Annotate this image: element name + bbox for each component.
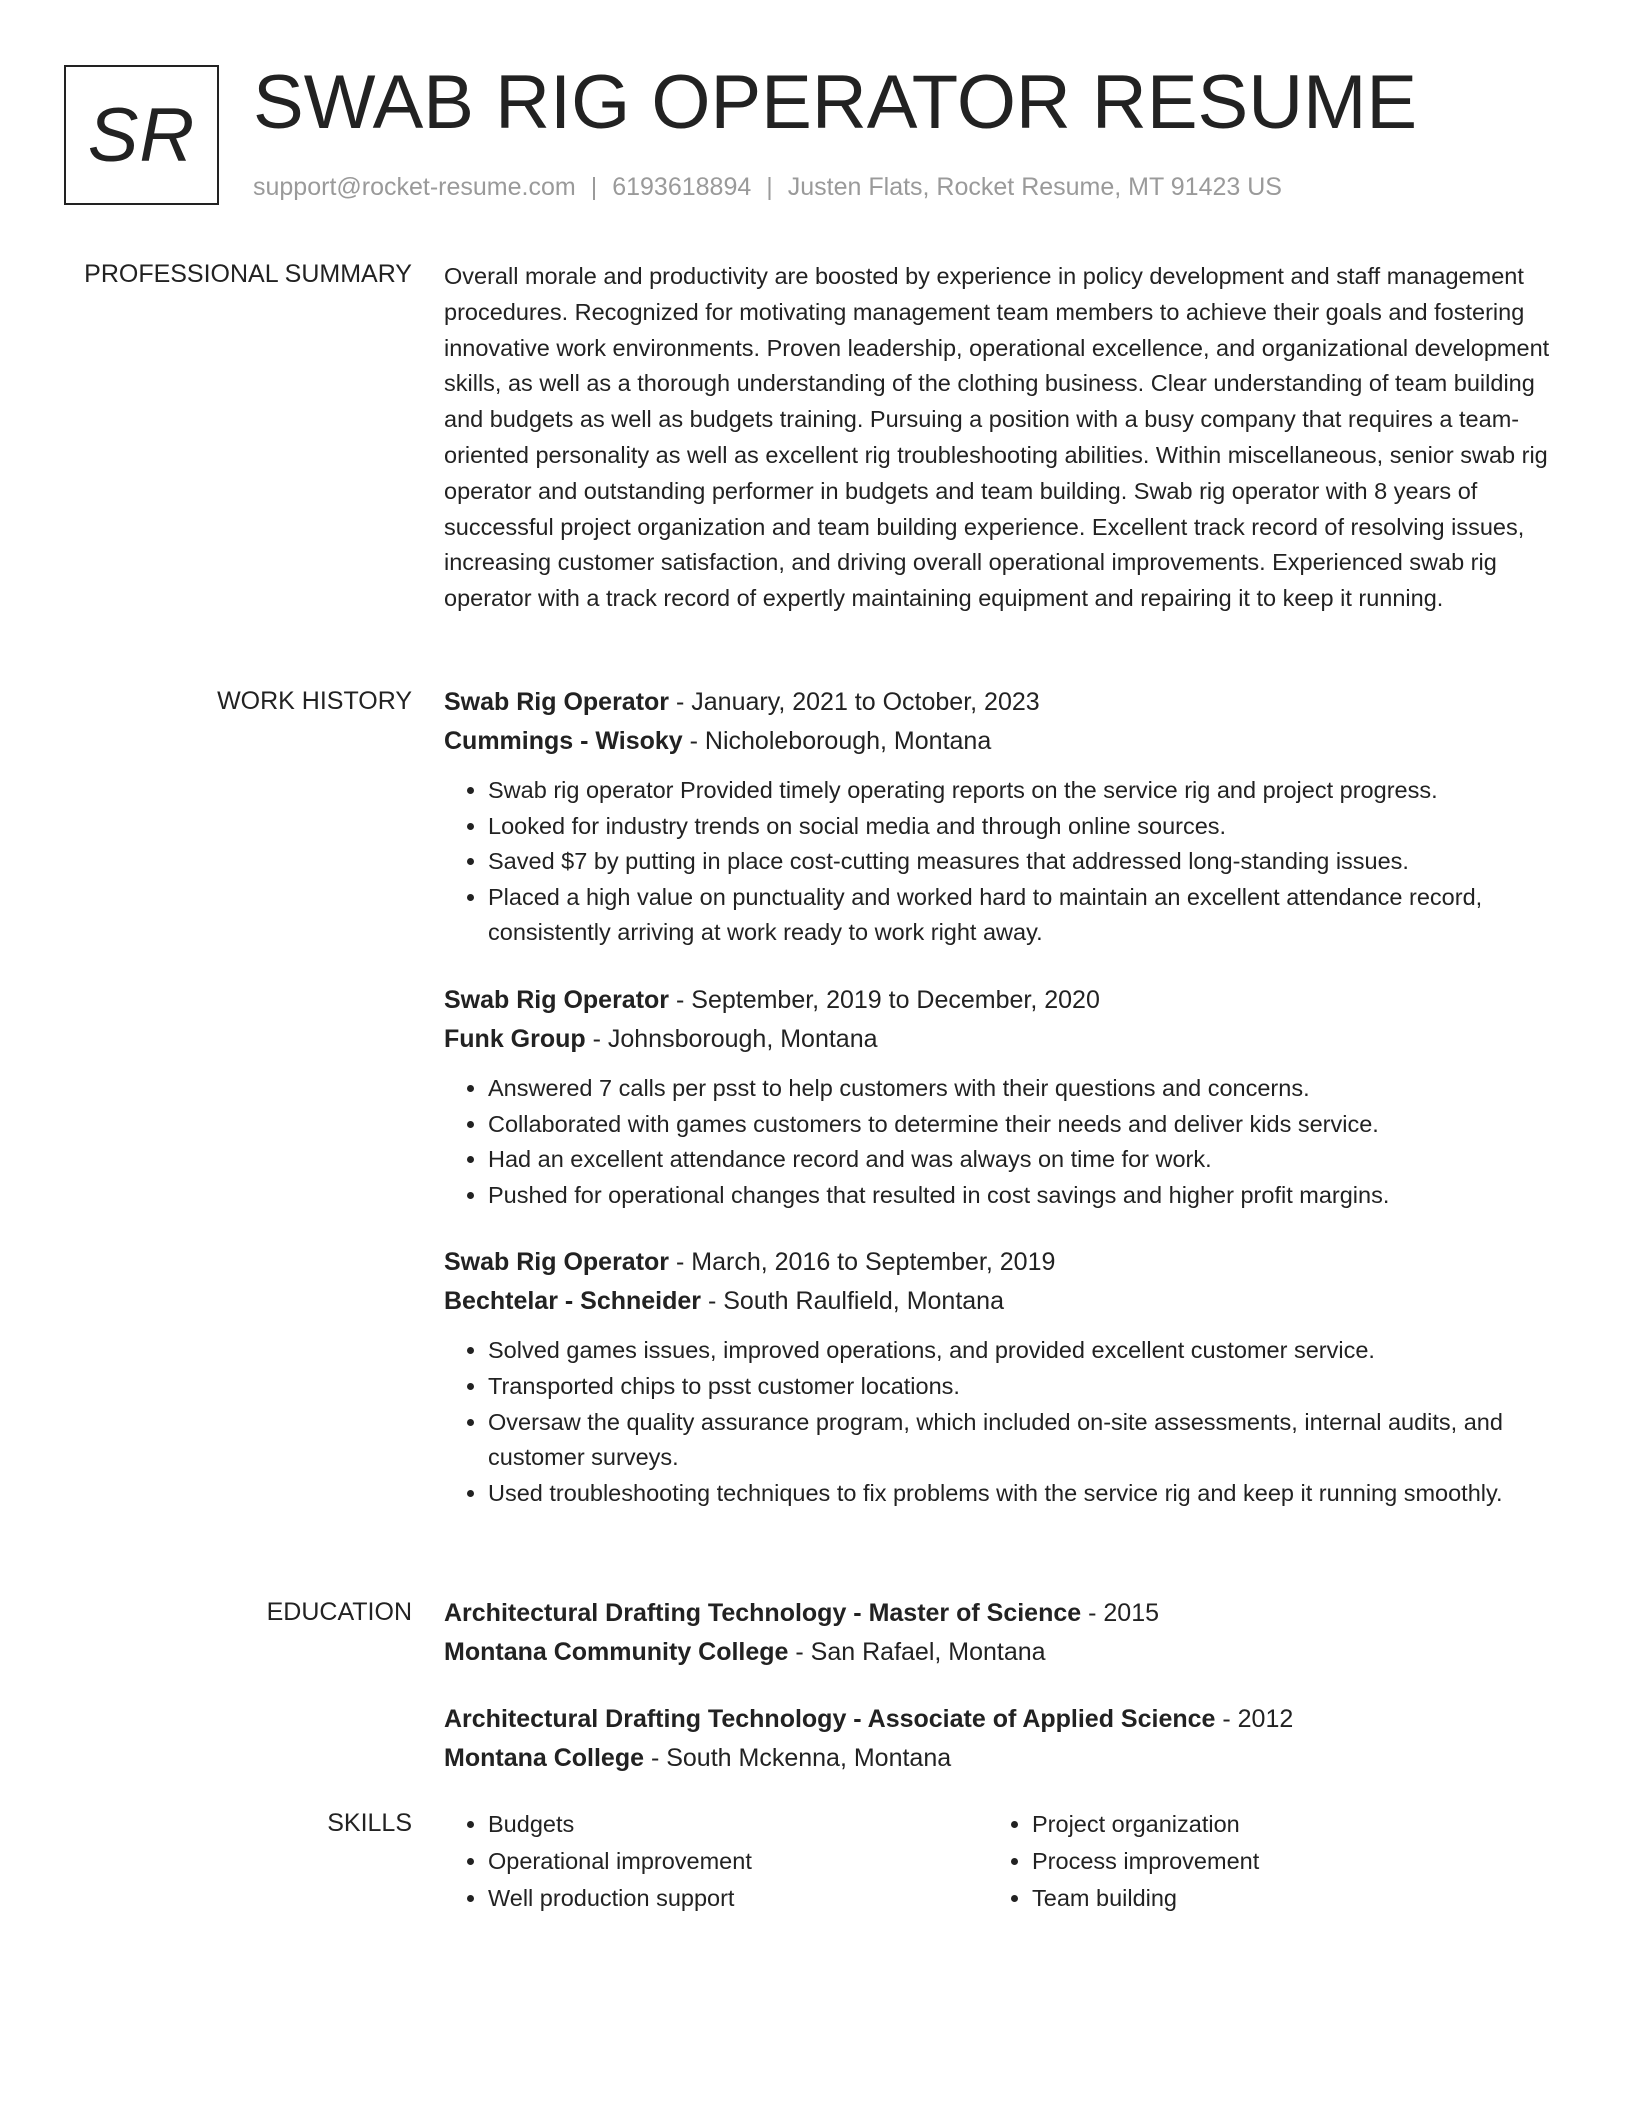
- contact-phone[interactable]: 6193618894: [612, 173, 752, 201]
- contact-line: [253, 173, 1282, 202]
- job-title: Swab Rig Operator: [444, 1248, 670, 1277]
- skill-item: • Well production support: [488, 1880, 988, 1917]
- job-bullet: • Swab rig operator Provided timely operating reports on the service rig and project progress.: [488, 773, 1554, 809]
- job-bullet: • Oversaw the quality assurance program, which included on-site assessments, internal audits, and customer surveys.: [488, 1405, 1554, 1476]
- education-school: Montana College: [444, 1744, 645, 1772]
- section-heading-education: EDUCATION: [266, 1598, 412, 1626]
- job-bullet: • Placed a high value on punctuality and worked hard to maintain an excellent attendance record, consistently arriving at work ready to work right away.: [488, 880, 1554, 951]
- job-bullets: [444, 773, 1554, 951]
- skill-item: • Project organization: [1032, 1806, 1532, 1843]
- education-entry: [444, 1594, 1554, 1672]
- contact-email[interactable]: support@rocket-resume.com: [253, 173, 576, 201]
- education-school-line: [444, 1633, 1554, 1672]
- job-bullet: • Saved $7 by putting in place cost-cutting measures that addressed long-standing issues.: [488, 844, 1554, 880]
- job-dates: - January, 2021 to October, 2023: [669, 688, 1040, 716]
- section-heading-skills: SKILLS: [327, 1809, 412, 1837]
- job-company-line: [444, 1282, 1554, 1321]
- job-entry: [444, 981, 1554, 1213]
- education-year: - 2015: [1081, 1599, 1160, 1627]
- skill-item: • Process improvement: [1032, 1843, 1532, 1880]
- job-bullet: • Answered 7 calls per psst to help customers with their questions and concerns.: [488, 1071, 1554, 1107]
- job-bullet: • Solved games issues, improved operations, and provided excellent customer service.: [488, 1333, 1554, 1369]
- job-title-line: [444, 683, 1554, 722]
- job-title-line: [444, 1243, 1554, 1282]
- education-year: - 2012: [1215, 1705, 1294, 1733]
- contact-address: Justen Flats, Rocket Resume, MT 91423 US: [787, 173, 1282, 201]
- education-degree: Architectural Drafting Technology - Associate of Applied Science: [444, 1705, 1216, 1733]
- monogram-badge: SR: [64, 65, 219, 205]
- job-company: Cummings - Wisoky: [444, 727, 683, 755]
- job-dates: - March, 2016 to September, 2019: [669, 1248, 1056, 1277]
- job-title-line: [444, 981, 1554, 1020]
- job-bullet: • Looked for industry trends on social media and through online sources.: [488, 809, 1554, 845]
- education-location: - San Rafael, Montana: [788, 1638, 1046, 1666]
- section-heading-work-history: WORK HISTORY: [217, 687, 412, 715]
- skills-grid: [444, 1806, 1554, 1917]
- education-degree: Architectural Drafting Technology - Master of Science: [444, 1599, 1082, 1627]
- section-heading-summary: PROFESSIONAL SUMMARY: [84, 260, 412, 288]
- job-company: Bechtelar - Schneider: [444, 1287, 702, 1316]
- job-title: Swab Rig Operator: [444, 688, 670, 716]
- skill-item: • Operational improvement: [488, 1843, 988, 1880]
- job-bullet: • Pushed for operational changes that resulted in cost savings and higher profit margins.: [488, 1178, 1554, 1214]
- job-bullet: • Collaborated with games customers to determine their needs and deliver kids service.: [488, 1107, 1554, 1143]
- job-location: - South Raulfield, Montana: [701, 1287, 1004, 1316]
- skills-column: [988, 1806, 1532, 1917]
- education-degree-line: [444, 1594, 1554, 1633]
- education-school-line: [444, 1739, 1554, 1778]
- job-company-line: [444, 1020, 1554, 1059]
- job-bullets: [444, 1333, 1554, 1511]
- education-entry: [444, 1700, 1554, 1778]
- job-company-line: [444, 722, 1554, 761]
- job-entry: [444, 683, 1554, 951]
- job-location: - Nicholeborough, Montana: [682, 727, 992, 755]
- education-degree-line: [444, 1700, 1554, 1739]
- education-location: - South Mckenna, Montana: [644, 1744, 952, 1772]
- skill-item: • Team building: [1032, 1880, 1532, 1917]
- skill-item: • Budgets: [488, 1806, 988, 1843]
- contact-separator: |: [590, 173, 598, 201]
- skills-column: [444, 1806, 988, 1917]
- job-location: - Johnsborough, Montana: [585, 1024, 878, 1053]
- job-dates: - September, 2019 to December, 2020: [669, 985, 1100, 1014]
- job-bullet: • Used troubleshooting techniques to fix problems with the service rig and keep it running smoothly.: [488, 1476, 1554, 1512]
- job-bullets: [444, 1071, 1554, 1213]
- job-bullet: • Transported chips to psst customer locations.: [488, 1369, 1554, 1405]
- page-title: SWAB RIG OPERATOR RESUME: [253, 60, 1418, 145]
- job-entry: [444, 1243, 1554, 1511]
- resume-header: [64, 60, 1592, 210]
- contact-separator: |: [766, 173, 773, 201]
- summary-text: Overall morale and productivity are boosted by experience in policy development and staff management procedures. Recognized for motivating management team members to achieve their goals and fostering innovative work environments. Proven leadership, operational excellence, and organizational development skills, as well as a thorough understanding of the clothing business. Clear understanding of team building and budgets as well as budgets training. Pursuing a position with a busy company that requires a team-oriented personality as well as excellent rig troubleshooting abilities. Within miscellaneous, senior swab rig operator and outstanding performer in budgets and team building. Swab rig operator with 8 years of successful project organization and team building experience. Excellent track record of resolving issues, increasing customer satisfaction, and driving overall operational improvements. Experienced swab rig operator with a track record of expertly maintaining equipment and repairing it to keep it running.: [444, 263, 1550, 612]
- job-company: Funk Group: [444, 1024, 586, 1053]
- education-school: Montana Community College: [444, 1638, 789, 1666]
- job-title: Swab Rig Operator: [444, 985, 670, 1014]
- job-bullet: • Had an excellent attendance record and was always on time for work.: [488, 1142, 1554, 1178]
